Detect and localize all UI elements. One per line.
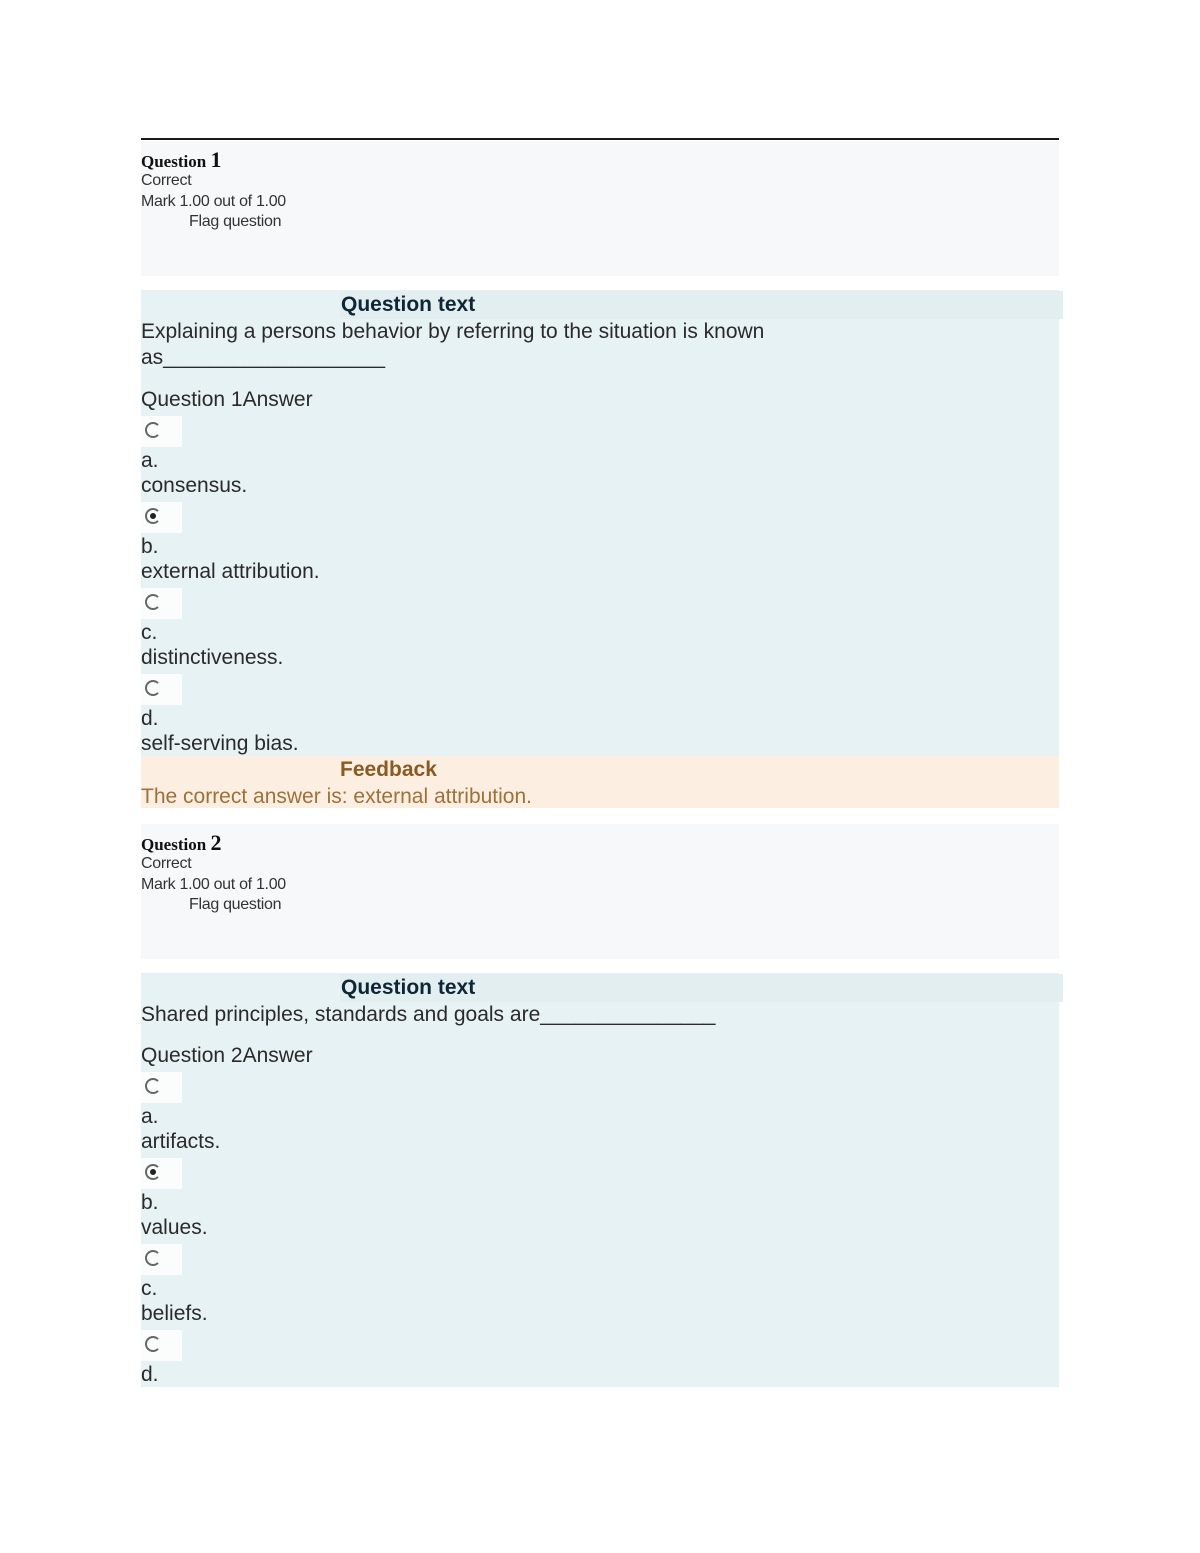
option-a-radio[interactable]: [141, 1072, 182, 1103]
question-2-content: [141, 973, 1059, 1387]
question-number: [141, 147, 221, 173]
option-b-radio[interactable]: [141, 1158, 182, 1189]
question-text-line: Shared principles, standards and goals are_______________: [141, 1003, 716, 1026]
option-b-radio[interactable]: [141, 502, 182, 533]
feedback-text: The correct answer is: external attribution.: [141, 785, 533, 808]
flag-question-link[interactable]: Flag question: [189, 896, 282, 913]
radio-icon[interactable]: [145, 1078, 161, 1094]
radio-icon[interactable]: [145, 680, 161, 696]
question-grade: Mark 1.00 out of 1.00: [141, 876, 286, 893]
answer-label: Question 2Answer: [141, 1044, 313, 1067]
question-grade: Mark 1.00 out of 1.00: [141, 193, 286, 210]
question-1-info: [141, 141, 1059, 276]
question-2-info: [141, 824, 1059, 959]
radio-icon[interactable]: [145, 422, 161, 438]
option-d-radio[interactable]: [141, 1330, 182, 1361]
option-letter: a.: [141, 449, 159, 472]
option-letter: b.: [141, 535, 159, 558]
option-letter: c.: [141, 1277, 158, 1300]
question-label: Question: [141, 835, 207, 854]
question-number-value: 1: [210, 147, 222, 172]
radio-checked-icon[interactable]: [145, 1164, 161, 1180]
top-rule: [141, 138, 1059, 140]
question-text-heading: Question text: [340, 291, 1063, 319]
option-c-radio[interactable]: [141, 588, 182, 619]
option-a-radio[interactable]: [141, 416, 182, 447]
question-1-content: [141, 290, 1059, 756]
question-1-feedback: [141, 756, 1059, 808]
question-number: [141, 830, 221, 856]
question-state: Correct: [141, 855, 192, 872]
question-label: Question: [141, 152, 207, 171]
option-text[interactable]: self-serving bias.: [141, 732, 299, 755]
answer-label: Question 1Answer: [141, 388, 313, 411]
option-text[interactable]: consensus.: [141, 474, 248, 497]
question-text-heading: Question text: [340, 974, 1063, 1002]
radio-checked-icon[interactable]: [145, 508, 161, 524]
option-d-radio[interactable]: [141, 674, 182, 705]
option-text[interactable]: beliefs.: [141, 1302, 208, 1325]
option-c-radio[interactable]: [141, 1244, 182, 1275]
option-letter: c.: [141, 621, 158, 644]
feedback-heading: Feedback: [340, 758, 437, 781]
question-number-value: 2: [210, 830, 222, 855]
option-text[interactable]: values.: [141, 1216, 208, 1239]
question-text-line: Explaining a persons behavior by referring to the situation is known: [141, 320, 765, 343]
radio-icon[interactable]: [145, 594, 161, 610]
option-letter: d.: [141, 707, 159, 730]
flag-question-link[interactable]: Flag question: [189, 213, 282, 230]
question-text: [141, 1002, 841, 1028]
radio-icon[interactable]: [145, 1336, 161, 1352]
option-text[interactable]: distinctiveness.: [141, 646, 284, 669]
option-text[interactable]: artifacts.: [141, 1130, 221, 1153]
option-letter: a.: [141, 1105, 159, 1128]
question-text-line: as___________________: [141, 346, 386, 369]
option-letter: b.: [141, 1191, 159, 1214]
question-state: Correct: [141, 172, 192, 189]
option-text[interactable]: external attribution.: [141, 560, 320, 583]
question-text: [141, 319, 841, 371]
radio-icon[interactable]: [145, 1250, 161, 1266]
option-letter: d.: [141, 1363, 159, 1386]
